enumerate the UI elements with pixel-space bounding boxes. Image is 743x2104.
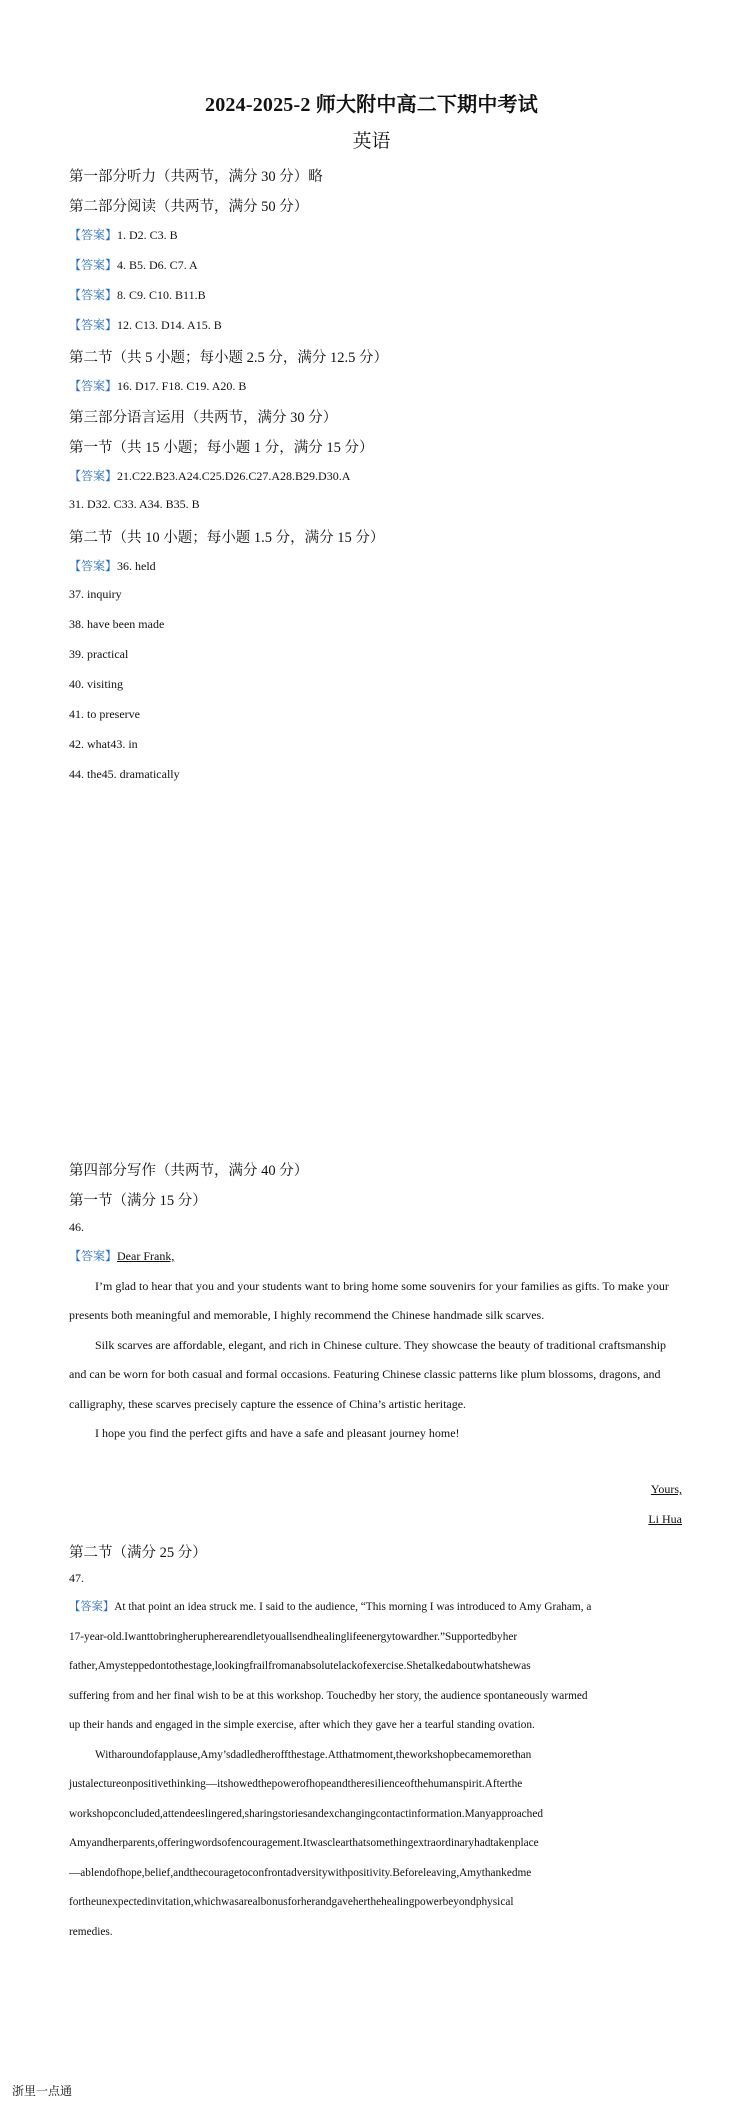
answer-tag: 【答案】 [69, 1601, 115, 1613]
answer-tag: 【答案】 [69, 288, 118, 302]
answer-text: 40. visiting [69, 677, 124, 691]
answer-tag: 【答案】 [69, 318, 118, 332]
subject-title: 英语 [352, 131, 391, 152]
letter-body [69, 1242, 684, 1449]
answer-text: 41. to preserve [69, 707, 140, 721]
question-number: 46. [69, 1220, 84, 1234]
question-number: 47. [69, 1571, 84, 1585]
essay-line: —ablendofhope,belief,andthecouragetoconfrontadversitywithpositivity.Beforeleaving,Amythankedme [69, 1866, 532, 1879]
answer-text: 21.C22.B23.A24.C25.D26.C27.A28.B29.D30.A [117, 469, 351, 483]
essay-line [69, 1593, 684, 1623]
part4-section2-heading: 第二节（满分 25 分） [69, 1545, 207, 1561]
essay-line: justalectureonpositivethinking—itshowedthepowerofhopeandtheresilienceofthehumanspirit.Afterthe [69, 1778, 523, 1790]
answer-tag: 【答案】 [69, 469, 118, 483]
essay-line: father,Amysteppedontothestage,lookingfrailfromanabsolutelackofexercise.Shetalkedaboutwhatshewas [69, 1660, 531, 1672]
answer-tag: 【答案】 [69, 258, 118, 272]
letter-paragraph: I’m glad to hear that you and your students want to bring home some souvenirs for your families as gifts. To make your presents both meaningful and memorable, I highly recommend the Chinese handmade silk scarves. [69, 1278, 669, 1322]
essay-line: workshopconcluded,attendeeslingered,sharingstoriesandexchangingcontactinformation.Manyapproached [69, 1807, 543, 1820]
part3-heading: 第三部分语言运用（共两节，满分 30 分） [69, 410, 338, 426]
essay-line: suffering from and her final wish to be at this workshop. Touchedby her story, the audience spontaneously warmed [69, 1689, 588, 1702]
exam-title: 2024-2025-2 师大附中高二下期中考试 [205, 94, 538, 116]
answer-text: 4. B5. D6. C7. A [117, 258, 198, 272]
essay-line: fortheunexpectedinvitation,whichwasarealbonusforherandgaveherthehealingpowerbeyondphysical [69, 1896, 514, 1908]
footer-watermark: 浙里一点通 [12, 2084, 73, 2098]
letter-signature: Li Hua [648, 1512, 682, 1526]
letter-salutation-line [69, 1242, 684, 1272]
essay-line: Amyandherparents,offeringwordsofencouragement.Itwasclearthatsomethingextraordinaryhadtakenplace [69, 1837, 539, 1849]
answer-line [69, 557, 156, 574]
essay-line: up their hands and engaged in the simple exercise, after which they gave her a tearful standing ovation. [69, 1719, 535, 1731]
answer-text: 44. the45. dramatically [69, 767, 180, 781]
answer-tag: 【答案】 [69, 228, 118, 242]
answer-tag: 【答案】 [69, 379, 118, 393]
letter-paragraph: Silk scarves are affordable, elegant, and rich in Chinese culture. They showcase the beauty of traditional craftsmanship and can be worn for both casual and formal occasions. Featuring Chinese classic patterns like plum blossoms, dragons, and calligraphy, these scarves precisely capture the essence of China’s artistic heritage. [69, 1337, 667, 1411]
part2-section2-heading: 第二节（共 5 小题；每小题 2.5 分，满分 12.5 分） [69, 350, 388, 366]
answer-text: 36. held [117, 559, 156, 573]
answer-line [69, 316, 222, 333]
answer-tag: 【答案】 [69, 559, 118, 573]
essay-line-text: At that point an idea struck me. I said to the audience, “This morning I was introduced to Amy Graham, a [114, 1601, 592, 1613]
essay-line: remedies. [69, 1925, 113, 1938]
answer-tag: 【答案】 [69, 1249, 118, 1263]
letter-salutation: Dear Frank, [117, 1249, 175, 1263]
essay-line: 17-year-old.Iwanttobringherupherearendletyouallsendhealinglifeenergytowardher.”Supportedbyher [69, 1630, 518, 1643]
answer-text: 1. D2. C3. B [117, 228, 178, 242]
answer-text: 8. C9. C10. B11.B [117, 288, 206, 302]
answer-text: 38. have been made [69, 617, 165, 631]
part4-heading: 第四部分写作（共两节，满分 40 分） [69, 1163, 309, 1179]
answer-text: 12. C13. D14. A15. B [117, 318, 222, 332]
essay-line: Witharoundofapplause,Amy’sdadledheroffthestage.Atthatmoment,theworkshopbecamemorethan [95, 1748, 532, 1761]
answer-text: 39. practical [69, 647, 129, 661]
part4-section1-heading: 第一节（满分 15 分） [69, 1193, 207, 1209]
answer-text: 42. what43. in [69, 737, 138, 751]
letter-closing: Yours, [650, 1482, 682, 1496]
answer-line [69, 286, 206, 303]
answer-line [69, 467, 350, 484]
part3-section1-heading: 第一节（共 15 小题；每小题 1 分，满分 15 分） [69, 440, 374, 456]
letter-paragraph: I hope you find the perfect gifts and have a safe and pleasant journey home! [95, 1426, 460, 1440]
part2-heading: 第二部分阅读（共两节，满分 50 分） [69, 199, 309, 215]
essay-body [69, 1593, 684, 1947]
answer-text: 16. D17. F18. C19. A20. B [117, 379, 247, 393]
part1-heading: 第一部分听力（共两节，满分 30 分）略 [69, 169, 323, 185]
answer-text: 37. inquiry [69, 587, 122, 601]
answer-text: 31. D32. C33. A34. B35. B [69, 497, 200, 511]
answer-line [69, 377, 246, 394]
answer-line [69, 256, 198, 273]
part3-section2-heading: 第二节（共 10 小题；每小题 1.5 分，满分 15 分） [69, 530, 385, 546]
answer-line [69, 226, 178, 243]
